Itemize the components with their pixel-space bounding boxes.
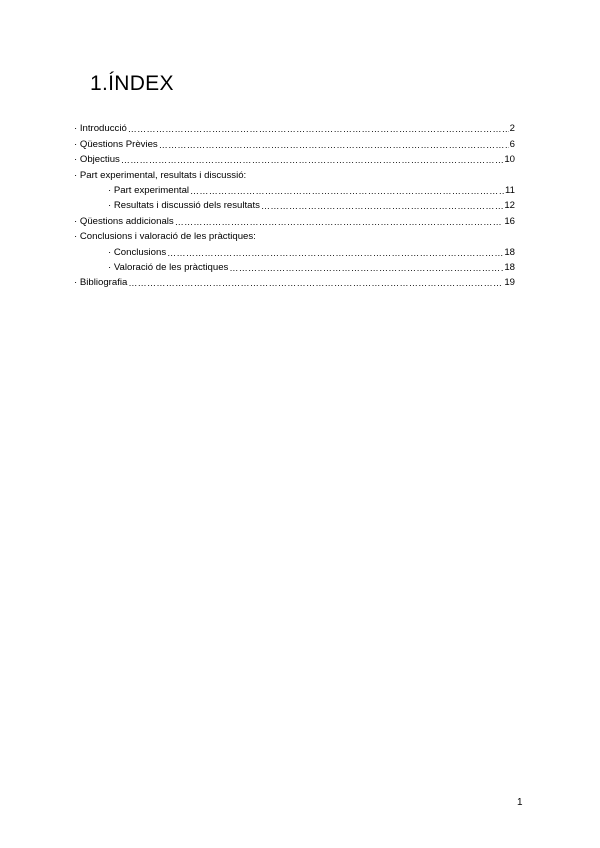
toc-dot-leader	[229, 262, 503, 274]
toc-entry-questions-previes[interactable]	[74, 135, 515, 150]
toc-entry-label: · Qüestions addicionals	[74, 215, 174, 227]
toc-dot-leader	[261, 200, 503, 212]
toc-dot-leader	[159, 139, 509, 151]
toc-entry-label: · Part experimental, resultats i discussió:	[74, 169, 247, 181]
toc-entry-page: 2	[509, 123, 515, 135]
toc-entry-page: 16	[504, 215, 515, 227]
toc-entry-introduccio[interactable]	[74, 120, 515, 135]
toc-entry-label: · Introducció	[74, 123, 127, 135]
toc-entry-label: · Valoració de les pràctiques	[108, 261, 229, 273]
toc-entry-label: · Conclusions	[108, 246, 167, 258]
toc-entry-label: · Bibliografia	[74, 277, 128, 289]
toc-entry-page: 11	[505, 184, 515, 196]
toc-entry-label: · Part experimental	[108, 184, 190, 196]
toc-entry-label: · Objectius	[74, 154, 120, 166]
toc-entry-conclusions[interactable]	[74, 243, 515, 258]
toc-entry-page: 19	[504, 277, 515, 289]
toc-dot-leader	[190, 185, 504, 197]
toc-dot-leader	[175, 216, 504, 228]
toc-dot-leader	[128, 123, 509, 135]
toc-entry-page: 12	[504, 200, 515, 212]
toc-entry-label: · Conclusions i valoració de les pràctiques:	[74, 231, 256, 243]
toc-dot-leader	[128, 277, 503, 289]
toc-entry-label: · Qüestions Prèvies	[74, 138, 158, 150]
toc-dot-leader	[167, 247, 503, 259]
footer-page-number: 1	[517, 797, 523, 808]
toc-entry-conclusions-section[interactable]	[74, 228, 515, 243]
table-of-contents	[74, 120, 515, 289]
toc-entry-page: 6	[509, 138, 515, 150]
toc-dot-leader	[121, 154, 503, 166]
toc-entry-objectius[interactable]	[74, 151, 515, 166]
toc-entry-label: · Resultats i discussió dels resultats	[108, 200, 260, 212]
toc-entry-page: 18	[504, 261, 515, 273]
toc-entry-page: 10	[504, 154, 515, 166]
toc-entry-valoracio[interactable]	[74, 259, 515, 274]
toc-entry-bibliografia[interactable]	[74, 274, 515, 289]
toc-entry-part-experimental[interactable]	[74, 182, 515, 197]
toc-entry-part-experimental-section[interactable]	[74, 166, 515, 181]
toc-entry-page: 18	[504, 246, 515, 258]
toc-entry-resultats[interactable]	[74, 197, 515, 212]
index-title: 1.ÍNDEX	[90, 72, 174, 95]
toc-entry-questions-addicionals[interactable]	[74, 212, 515, 227]
